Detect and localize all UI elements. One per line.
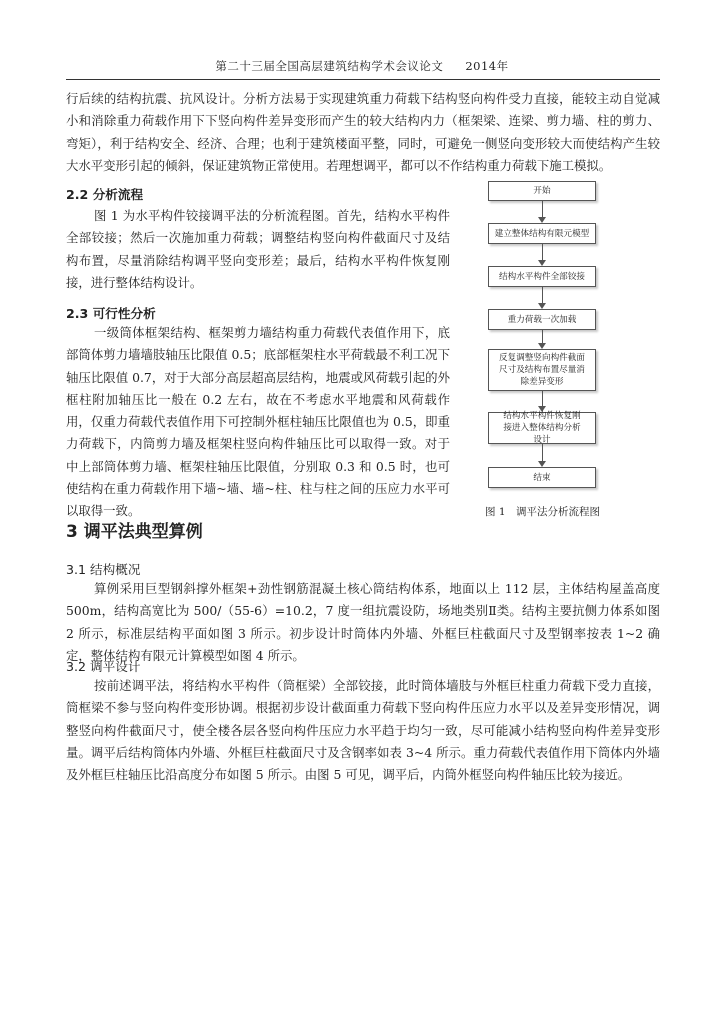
section-3-heading: 3 调平法典型算例 (66, 522, 203, 542)
section-2-3-text: 一级筒体框架结构、框架剪力墙结构重力荷载代表值作用下，底部筒体剪力墙墙肢轴压比限值 0.5；底部框架柱水平荷载最不利工况下轴压比限值 0.7，对于大部分高层超高层结构，地震或风荷载引起的外框柱附加轴压比一般在 0.2 左右，故在不考虑水平地震和风荷载作用，仅重力荷载代表值作用下可控制外框柱轴压比限值也为 0.5，即重力荷载下，内筒剪力墙及框架柱竖向构件轴压比可以取得一致。对于中上部筒体剪力墙、框架柱轴压比限值，分别取 0.3 和 0.5 时，也可使结构在重力荷载作用下墙~墙、墙~柱、柱与柱之间的压应力水平可以取得一致。 (66, 325, 450, 519)
flow-connector (542, 391, 543, 406)
flow-connector (542, 330, 543, 343)
flow-step-model: 建立整体结构有限元模型 (488, 223, 596, 244)
section-2-2-text: 图 1 为水平构件铰接调平法的分析流程图。首先，结构水平构件全部铰接；然后一次施加重力荷载；调整结构竖向构件截面尺寸及结构布置，尽量消除结构调平竖向变形差；最后，结构水平构件恢复刚接，进行整体结构设计。 (66, 208, 450, 290)
flow-step-adjust: 反复调整竖向构件截面尺寸及结构布置尽量消除差异变形 (488, 349, 596, 391)
flow-step-rigid: 结构水平构件恢复刚接进入整体结构分析设计 (488, 412, 596, 444)
flow-connector (542, 244, 543, 260)
section-2-2-heading: 2.2 分析流程 (66, 187, 144, 202)
flow-step-hinge: 结构水平构件全部铰接 (488, 266, 596, 287)
flow-end: 结束 (488, 467, 596, 488)
section-3-1-text: 算例采用巨型钢斜撑外框架+劲性钢筋混凝土核心筒结构体系，地面以上 112 层，主体结构屋盖高度 500m，结构高宽比为 500/（55-6）=10.2，7 度一组抗震设防，场地类别Ⅱ类。结构主要抗侧力体系如图 2 所示，标准层结构平面如图 3 所示。初步设计时筒体内外墙、外框巨柱截面尺寸及型钢率按表 1~2 确定，整体结构有限元计算模型如图 4 所示。 (66, 581, 660, 663)
flow-connector (542, 287, 543, 303)
section-3-1-heading: 3.1 结构概况 (66, 562, 141, 577)
section-3-2-text: 按前述调平法，将结构水平构件（筒框梁）全部铰接，此时筒体墙肢与外框巨柱重力荷载下受力直接，筒框梁不参与竖向构件变形协调。根据初步设计截面重力荷载下竖向构件压应力水平以及差异变形情况，调整竖向构件截面尺寸，使全楼各层各竖向构件压应力水平趋于均匀一致，尽可能减小结构竖向构件差异变形量。调平后结构筒体内外墙、外框巨柱截面尺寸及含钢率如表 3~4 所示。重力荷载代表值作用下筒体内外墙及外框巨柱轴压比沿高度分布如图 5 所示。由图 5 可见，调平后，内筒外框竖向构件轴压比较为接近。 (66, 678, 660, 783)
header-year: 2014年 (465, 59, 509, 73)
header-rule (66, 79, 660, 80)
flow-start: 开始 (488, 181, 596, 201)
flow-step-load: 重力荷载一次加载 (488, 309, 596, 330)
intro-paragraph: 行后续的结构抗震、抗风设计。分析方法易于实现建筑重力荷载下结构竖向构件受力直接，能较主动自觉减小和消除重力荷载作用下下竖向构件差异变形而产生的较大结构内力（框架梁、连梁、剪力墙、柱的剪力、弯矩），利于结构安全、经济、合理；也利于建筑楼面平整，同时，可避免一侧竖向变形较大而使结构产生较大水平变形引起的倾斜，保证建筑物正常使用。若理想调平，都可以不作结构重力荷载下施工模拟。 (66, 91, 660, 173)
section-2-3-heading: 2.3 可行性分析 (66, 306, 156, 321)
flow-connector (542, 201, 543, 217)
running-header (0, 58, 724, 74)
section-3-2-heading: 3.2 调平设计 (66, 659, 141, 674)
figure-1-caption: 图 1 调平法分析流程图 (485, 506, 601, 518)
flow-connector (542, 444, 543, 461)
conference-title: 第二十三届全国高层建筑结构学术会议论文 (215, 59, 444, 73)
